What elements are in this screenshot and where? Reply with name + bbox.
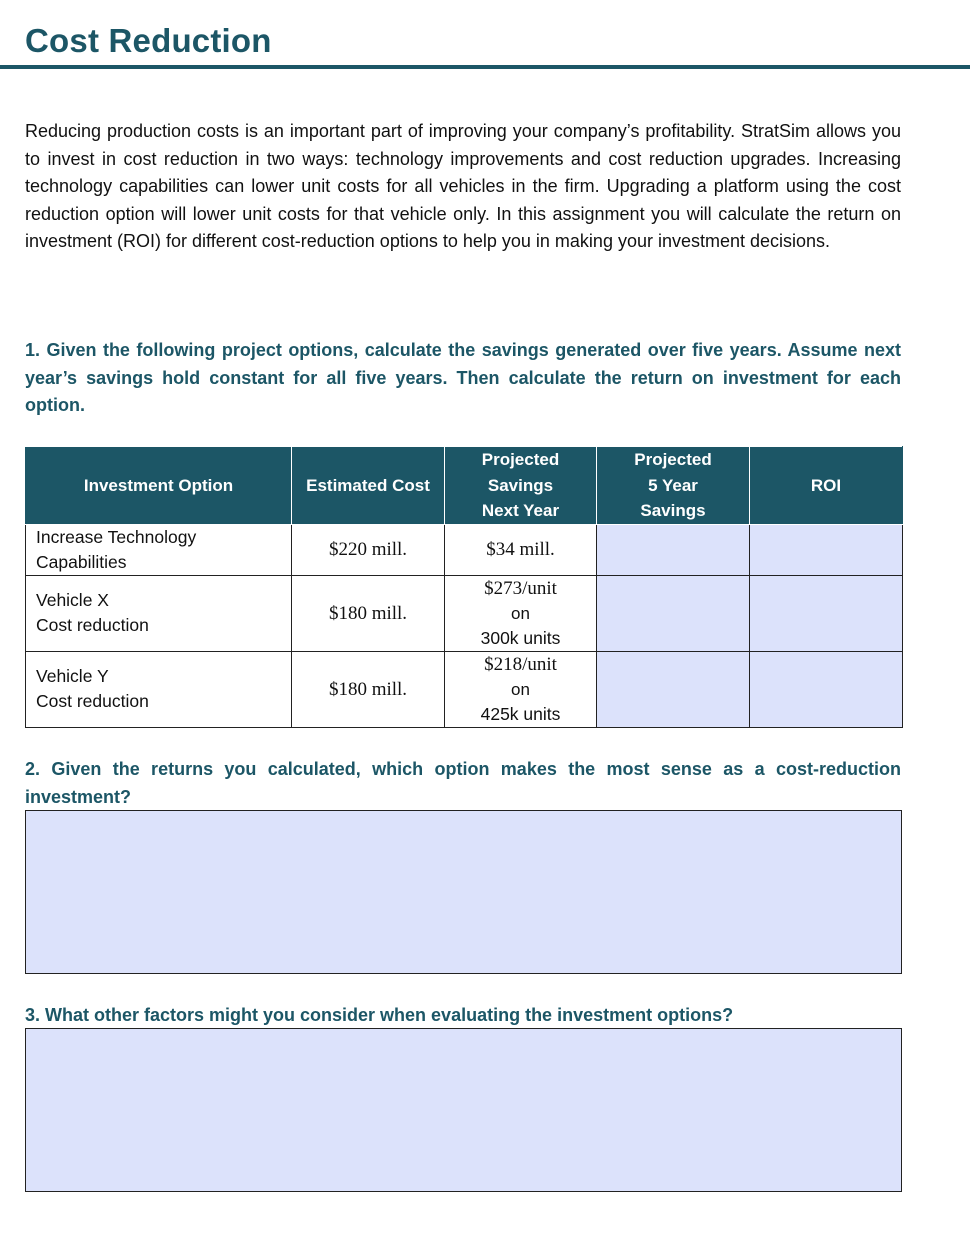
savings-next-year-cell xyxy=(445,651,597,727)
answer-box-question-3[interactable] xyxy=(25,1028,902,1192)
savings-text: on xyxy=(511,603,530,623)
header-text: Projected xyxy=(634,450,712,469)
header-text: Savings xyxy=(640,501,706,520)
savings-text: on xyxy=(511,679,530,699)
header-estimated-cost: Estimated Cost xyxy=(292,447,445,525)
investment-table xyxy=(25,446,903,728)
option-text: Cost reduction xyxy=(36,691,149,711)
intro-paragraph: Reducing production costs is an important part of improving your company’s profitability. StratSim allows you to invest in cost reduction in two ways: technology improvements and cost reduction upgrades. Increasing technology capabilities can lower unit costs for all vehicles in the firm. Upgrading a platform using the cost reduction option will lower unit costs for that vehicle only. In this assignment you will calculate the return on investment (ROI) for different cost-reduction options to help you in making your investment decisions. xyxy=(25,121,901,251)
five-year-savings-input[interactable] xyxy=(597,524,750,575)
header-investment-option: Investment Option xyxy=(26,447,292,525)
header-text: Next Year xyxy=(481,501,560,520)
question-2: 2. Given the returns you calculated, which option makes the most sense as a cost-reduction investment? xyxy=(25,759,901,807)
header-projected-savings-next-year xyxy=(445,447,597,525)
option-text: Vehicle Y xyxy=(36,666,109,686)
header-roi: ROI xyxy=(750,447,903,525)
table-row xyxy=(26,524,903,575)
cost-cell: $180 mill. xyxy=(292,575,445,651)
option-cell xyxy=(26,524,292,575)
savings-next-year-cell xyxy=(445,575,597,651)
table-header-row xyxy=(26,447,903,525)
page-title: Cost Reduction xyxy=(25,22,272,59)
savings-next-year-cell: $34 mill. xyxy=(445,524,597,575)
savings-text: $273/unit xyxy=(484,577,557,599)
question-1: 1. Given the following project options, calculate the savings generated over five years. Assume next year’s savings hold constant for all five years. Then calculate the return on investment for each option. xyxy=(25,340,901,415)
savings-text: 425k units xyxy=(480,703,561,724)
header-text: 5 Year xyxy=(648,475,698,495)
roi-input[interactable] xyxy=(750,524,903,575)
cost-cell: $180 mill. xyxy=(292,651,445,727)
five-year-savings-input[interactable] xyxy=(597,575,750,651)
title-divider xyxy=(0,65,970,69)
header-text: Projected xyxy=(481,450,560,469)
savings-text: 300k units xyxy=(480,627,561,648)
roi-input[interactable] xyxy=(750,575,903,651)
table-row xyxy=(26,651,903,727)
option-text: Vehicle X xyxy=(36,590,109,610)
roi-input[interactable] xyxy=(750,651,903,727)
header-projected-5-year-savings xyxy=(597,447,750,525)
table-row xyxy=(26,575,903,651)
five-year-savings-input[interactable] xyxy=(597,651,750,727)
option-text: Increase Technology xyxy=(36,526,197,547)
question-3: 3. What other factors might you consider when evaluating the investment options? xyxy=(25,1005,734,1025)
option-cell xyxy=(26,575,292,651)
cost-cell: $220 mill. xyxy=(292,524,445,575)
option-cell xyxy=(26,651,292,727)
header-text: Savings xyxy=(487,475,554,495)
option-text: Cost reduction xyxy=(36,615,149,635)
savings-text: $218/unit xyxy=(484,653,557,675)
option-text: Capabilities xyxy=(36,551,127,572)
answer-box-question-2[interactable] xyxy=(25,810,902,974)
